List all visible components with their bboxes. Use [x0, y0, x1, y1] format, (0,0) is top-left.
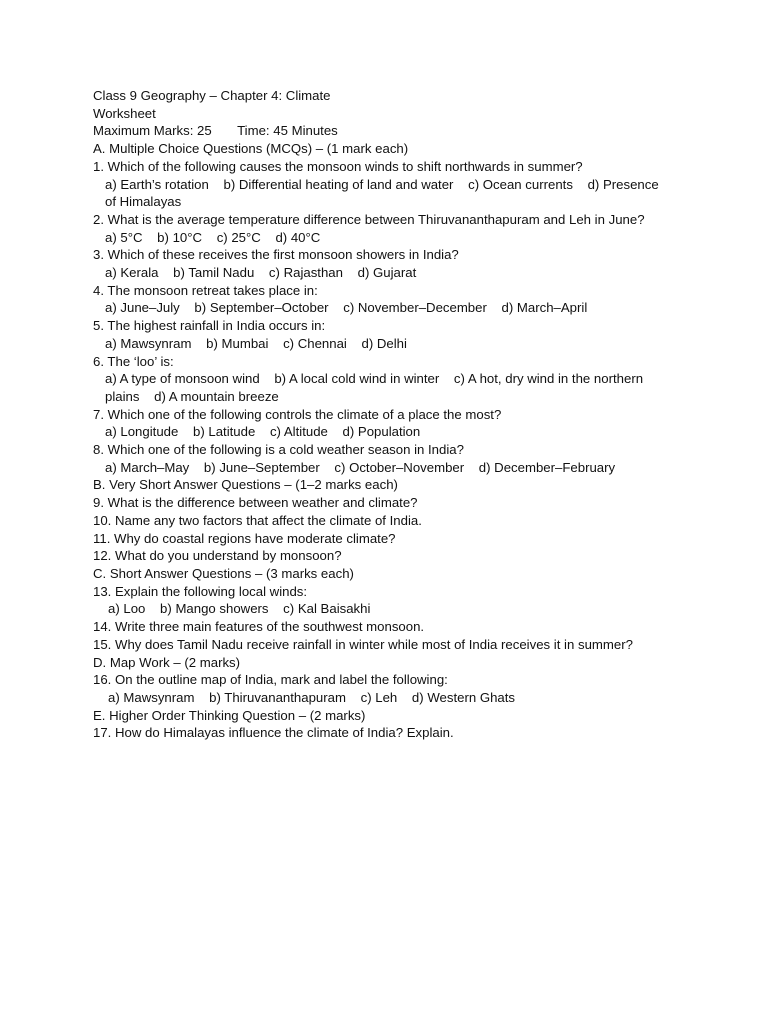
question-16: 16. On the outline map of India, mark and label the following: — [93, 672, 448, 688]
question-14: 14. Write three main features of the southwest monsoon. — [93, 619, 425, 635]
question-2-options: a) 5°C b) 10°C c) 25°C d) 40°C — [105, 229, 321, 245]
question-5-options: a) Mawsynram b) Mumbai c) Chennai d) Delhi — [105, 335, 407, 351]
question-13: 13. Explain the following local winds: — [93, 583, 308, 599]
question-11: 11. Why do coastal regions have moderate climate? — [93, 530, 396, 546]
question-6-options: a) A type of monsoon wind b) A local cold wind in winter c) A hot, dry wind in the northern plains d) A mountain breeze — [105, 371, 647, 404]
question-12: 12. What do you understand by monsoon? — [93, 548, 342, 564]
worksheet-content — [93, 87, 668, 742]
question-17: 17. How do Himalayas influence the climate of India? Explain. — [93, 725, 454, 741]
question-2: 2. What is the average temperature difference between Thiruvananthapuram and Leh in June? — [93, 211, 645, 227]
question-7-options: a) Longitude b) Latitude c) Altitude d) Population — [105, 424, 421, 440]
question-8-options: a) March–May b) June–September c) October–November d) December–February — [105, 459, 616, 475]
question-3: 3. Which of these receives the first monsoon showers in India? — [93, 247, 459, 263]
question-15: 15. Why does Tamil Nadu receive rainfall in winter while most of India receives it in summer? — [93, 636, 633, 652]
marks-and-time: Maximum Marks: 25 Time: 45 Minutes — [93, 123, 338, 139]
section-e-heading: E. Higher Order Thinking Question – (2 marks) — [93, 707, 366, 723]
section-b-heading: B. Very Short Answer Questions – (1–2 marks each) — [93, 477, 398, 493]
question-10: 10. Name any two factors that affect the climate of India. — [93, 512, 422, 528]
section-d-heading: D. Map Work – (2 marks) — [93, 654, 241, 670]
worksheet-title: Class 9 Geography – Chapter 4: Climate — [93, 88, 331, 103]
question-1: 1. Which of the following causes the monsoon winds to shift northwards in summer? — [93, 158, 583, 174]
question-8: 8. Which one of the following is a cold weather season in India? — [93, 442, 464, 458]
question-13-options: a) Loo b) Mango showers c) Kal Baisakhi — [108, 601, 371, 617]
section-c-heading: C. Short Answer Questions – (3 marks each) — [93, 565, 354, 581]
question-6: 6. The ‘loo’ is: — [93, 353, 174, 369]
question-16-options: a) Mawsynram b) Thiruvananthapuram c) Leh d) Western Ghats — [108, 689, 516, 705]
question-5: 5. The highest rainfall in India occurs in: — [93, 318, 326, 334]
question-4-options: a) June–July b) September–October c) November–December d) March–April — [105, 300, 588, 316]
question-9: 9. What is the difference between weather and climate? — [93, 495, 418, 511]
question-4: 4. The monsoon retreat takes place in: — [93, 282, 318, 298]
question-3-options: a) Kerala b) Tamil Nadu c) Rajasthan d) Gujarat — [105, 265, 417, 281]
question-7: 7. Which one of the following controls the climate of a place the most? — [93, 406, 502, 422]
section-a-heading: A. Multiple Choice Questions (MCQs) – (1 mark each) — [93, 141, 409, 157]
worksheet-subtitle: Worksheet — [93, 105, 156, 121]
question-1-options: a) Earth’s rotation b) Differential heating of land and water c) Ocean currents d) Presence of Himalayas — [105, 176, 663, 210]
